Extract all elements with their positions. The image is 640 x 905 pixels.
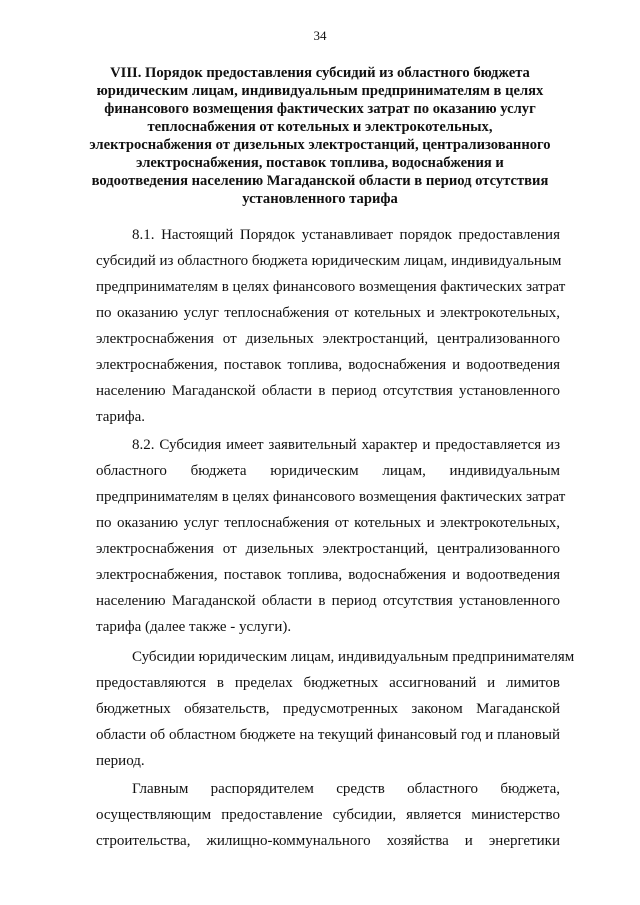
paragraph-line: электроснабжения, поставок топлива, водоснабжения и водоотведения	[96, 567, 560, 583]
paragraph-line: населению Магаданской области в период отсутствия установленного	[96, 383, 560, 399]
section-title-line: юридическим лицам, индивидуальным предпринимателям в целях	[96, 83, 544, 99]
paragraph-line: электроснабжения, поставок топлива, водоснабжения и водоотведения	[96, 357, 560, 373]
section-title-line: теплоснабжения от котельных и электрокотельных,	[147, 119, 493, 135]
paragraph-line: Главным распорядителем средств областного бюджета,	[132, 781, 560, 797]
paragraph-line: Субсидии юридическим лицам, индивидуальным предпринимателям	[132, 649, 575, 665]
section-title-line: электроснабжения от дизельных электростанций, централизованного	[89, 137, 551, 153]
paragraph-line: области об областном бюджете на текущий финансовый год и плановый	[96, 727, 560, 743]
paragraph-line: предпринимателям в целях финансового возмещения фактических затрат	[96, 489, 566, 505]
section-title-line: электроснабжения, поставок топлива, водоснабжения и	[136, 155, 504, 171]
paragraph-line: тарифа.	[96, 409, 146, 425]
paragraph-line: 8.1. Настоящий Порядок устанавливает порядок предоставления	[132, 227, 560, 243]
paragraph-line: электроснабжения от дизельных электростанций, централизованного	[96, 331, 560, 347]
paragraph-line: предпринимателям в целях финансового возмещения фактических затрат	[96, 279, 566, 295]
paragraph-line: по оказанию услуг теплоснабжения от котельных и электрокотельных,	[96, 305, 560, 321]
paragraph-line: бюджетных обязательств, предусмотренных законом Магаданской	[96, 701, 560, 717]
paragraph-line: населению Магаданской области в период отсутствия установленного	[96, 593, 560, 609]
page-number: 34	[313, 28, 327, 43]
section-title-line: установленного тарифа	[242, 191, 398, 207]
paragraph-line: по оказанию услуг теплоснабжения от котельных и электрокотельных,	[96, 515, 560, 531]
paragraph-main-distributor	[96, 776, 560, 854]
paragraph-subsidies	[96, 644, 575, 774]
paragraph-8-2	[96, 432, 566, 640]
section-title-line: VIII. Порядок предоставления субсидий из областного бюджета	[110, 65, 530, 81]
section-title	[72, 64, 568, 208]
paragraph-8-1	[96, 222, 566, 430]
paragraph-line: субсидий из областного бюджета юридическим лицам, индивидуальным	[96, 253, 562, 269]
paragraph-line: тарифа (далее также - услуги).	[96, 619, 292, 635]
paragraph-line: предоставляются в пределах бюджетных ассигнований и лимитов	[96, 675, 560, 691]
paragraph-line: период.	[96, 753, 145, 769]
section-title-line: финансового возмещения фактических затрат по оказанию услуг	[104, 101, 536, 117]
paragraph-line: электроснабжения от дизельных электростанций, централизованного	[96, 541, 560, 557]
paragraph-line: осуществляющим предоставление субсидии, является министерство	[96, 807, 560, 823]
paragraph-line: областного бюджета юридическим лицам, индивидуальным	[96, 463, 560, 479]
paragraph-line: строительства, жилищно-коммунального хозяйства и энергетики	[96, 833, 560, 849]
section-title-line: водоотведения населению Магаданской области в период отсутствия	[91, 173, 549, 189]
paragraph-line: 8.2. Субсидия имеет заявительный характер и предоставляется из	[132, 437, 560, 453]
